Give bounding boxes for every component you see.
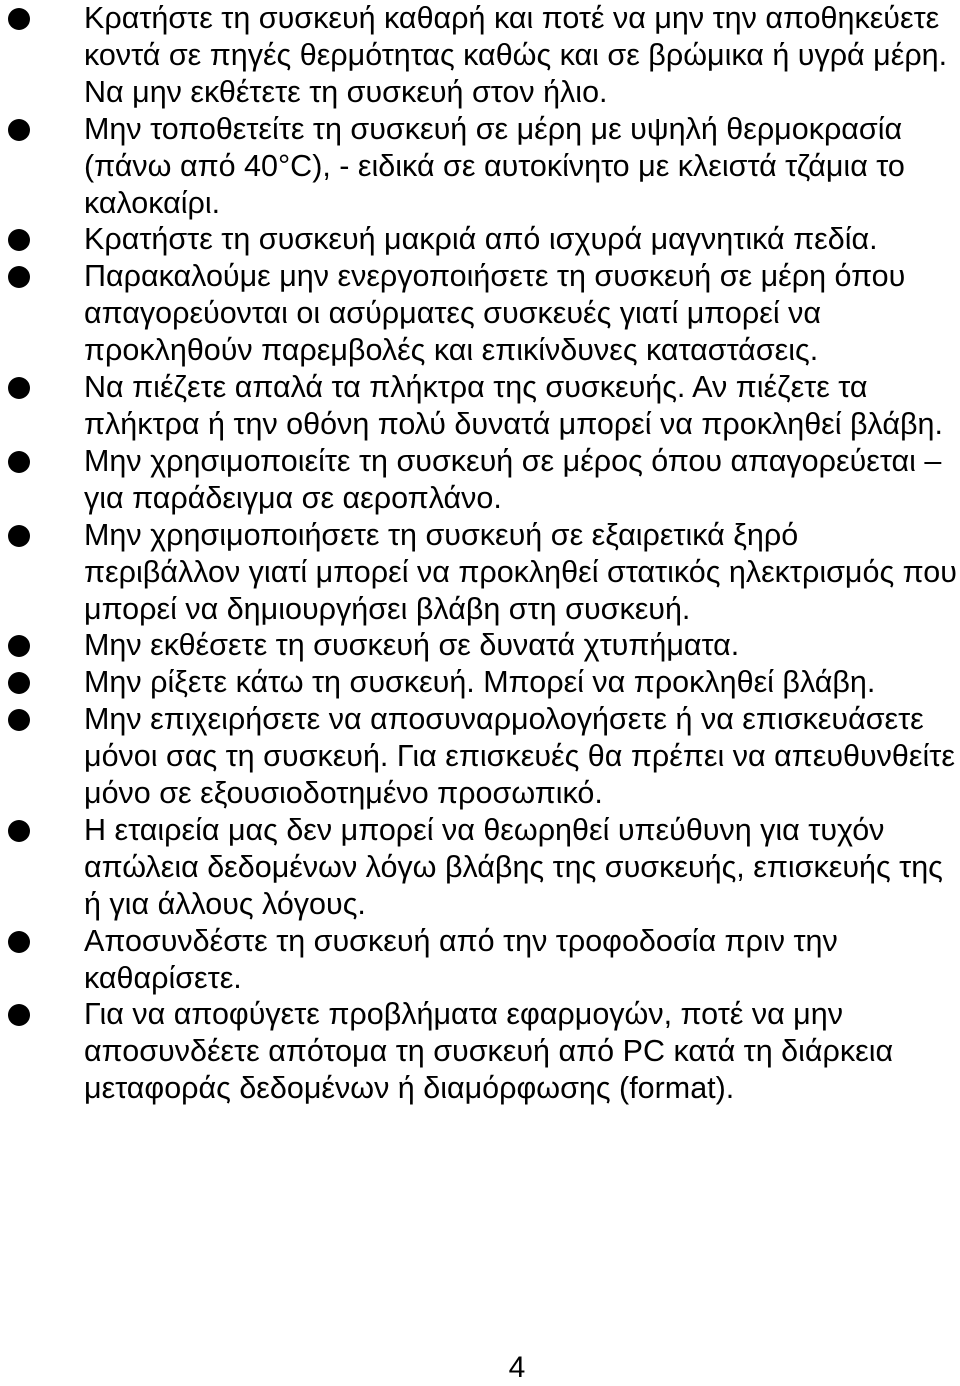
list-item-text: Μην επιχειρήσετε να αποσυναρμολογήσετε ή να επισκευάσετε μόνοι σας τη συσκευή. Για επισκευές θα πρέπει να απευθυνθείτε μόνο σε εξουσιοδοτημένο προσωπικό.	[84, 702, 955, 811]
list-item-text: Μην ρίξετε κάτω τη συσκευή. Μπορεί να προκληθεί βλάβη.	[84, 665, 876, 700]
list-item	[0, 996, 960, 1107]
bullet-icon	[8, 820, 30, 842]
page-number: 4	[508, 1351, 526, 1384]
bullet-icon	[8, 709, 30, 731]
list-item	[0, 701, 960, 812]
list-item-text: Μην εκθέσετε τη συσκευή σε δυνατά χτυπήματα.	[84, 628, 740, 663]
list-item-text: Κρατήστε τη συσκευή καθαρή και ποτέ να μην την αποθηκεύετε κοντά σε πηγές θερμότητας καθώς και σε βρώμικα ή υγρά μέρη. Να μην εκθέτετε τη συσκευή στον ήλιο.	[84, 1, 948, 109]
bullet-icon	[8, 451, 30, 473]
list-item	[0, 517, 960, 628]
bullet-icon	[8, 525, 30, 547]
list-item	[0, 812, 960, 923]
list-item-text: Να πιέζετε απαλά τα πλήκτρα της συσκευής. Αν πιέζετε τα πλήκτρα ή την οθόνη πολύ δυνατά μπορεί να προκληθεί βλάβη.	[84, 370, 943, 441]
list-item-text: Για να αποφύγετε προβλήματα εφαρμογών, ποτέ να μην αποσυνδέετε απότομα τη συσκευή από PC κατά τη διάρκεια μεταφοράς δεδομένων ή διαμόρφωσης (format).	[84, 997, 894, 1106]
list-item	[0, 443, 960, 517]
list-item-text: Αποσυνδέστε τη συσκευή από την τροφοδοσία πριν την καθαρίσετε.	[84, 923, 838, 995]
bullet-icon	[8, 635, 30, 657]
list-item	[0, 369, 960, 443]
list-item	[0, 664, 960, 701]
bullet-icon	[8, 672, 30, 694]
list-item	[0, 627, 960, 664]
list-item	[0, 923, 960, 997]
list-item	[0, 258, 960, 369]
list-item-text: Μην τοποθετείτε τη συσκευή σε μέρη με υψηλή θερμοκρασία (πάνω από 40°C), - ειδικά σε αυτοκίνητο με κλειστά τζάμια το καλοκαίρι.	[84, 111, 905, 220]
bullet-icon	[8, 931, 30, 953]
list-item-text: Μην χρησιμοποιήσετε τη συσκευή σε εξαιρετικά ξηρό περιβάλλον γιατί μπορεί να προκληθεί στατικός ηλεκτρισμός που μπορεί να δημιουργήσει βλάβη στη συσκευή.	[84, 517, 957, 626]
list-item-text: Κρατήστε τη συσκευή μακριά από ισχυρά μαγνητικά πεδία.	[84, 222, 878, 257]
list-item-text: Παρακαλούμε μην ενεργοποιήσετε τη συσκευή σε μέρη όπου απαγορεύονται οι ασύρματες συσκευές γιατί μπορεί να προκληθούν παρεμβολές και επικίνδυνες καταστάσεις.	[84, 259, 906, 368]
bullet-icon	[8, 377, 30, 399]
bullet-icon	[8, 8, 30, 30]
bullet-icon	[8, 119, 30, 141]
list-item	[0, 221, 960, 258]
bullet-icon	[8, 266, 30, 288]
list-item-text: Μην χρησιμοποιείτε τη συσκευή σε μέρος όπου απαγορεύεται – για παράδειγμα σε αεροπλάνο.	[84, 443, 942, 515]
bullet-icon	[8, 1004, 30, 1026]
list-item	[0, 111, 960, 222]
bullet-icon	[8, 229, 30, 251]
list-item-text: Η εταιρεία μας δεν μπορεί να θεωρηθεί υπεύθυνη για τυχόν απώλεια δεδομένων λόγω βλάβης της συσκευής, επισκευής της ή για άλλους λόγους.	[84, 812, 943, 921]
list-item	[0, 0, 960, 111]
